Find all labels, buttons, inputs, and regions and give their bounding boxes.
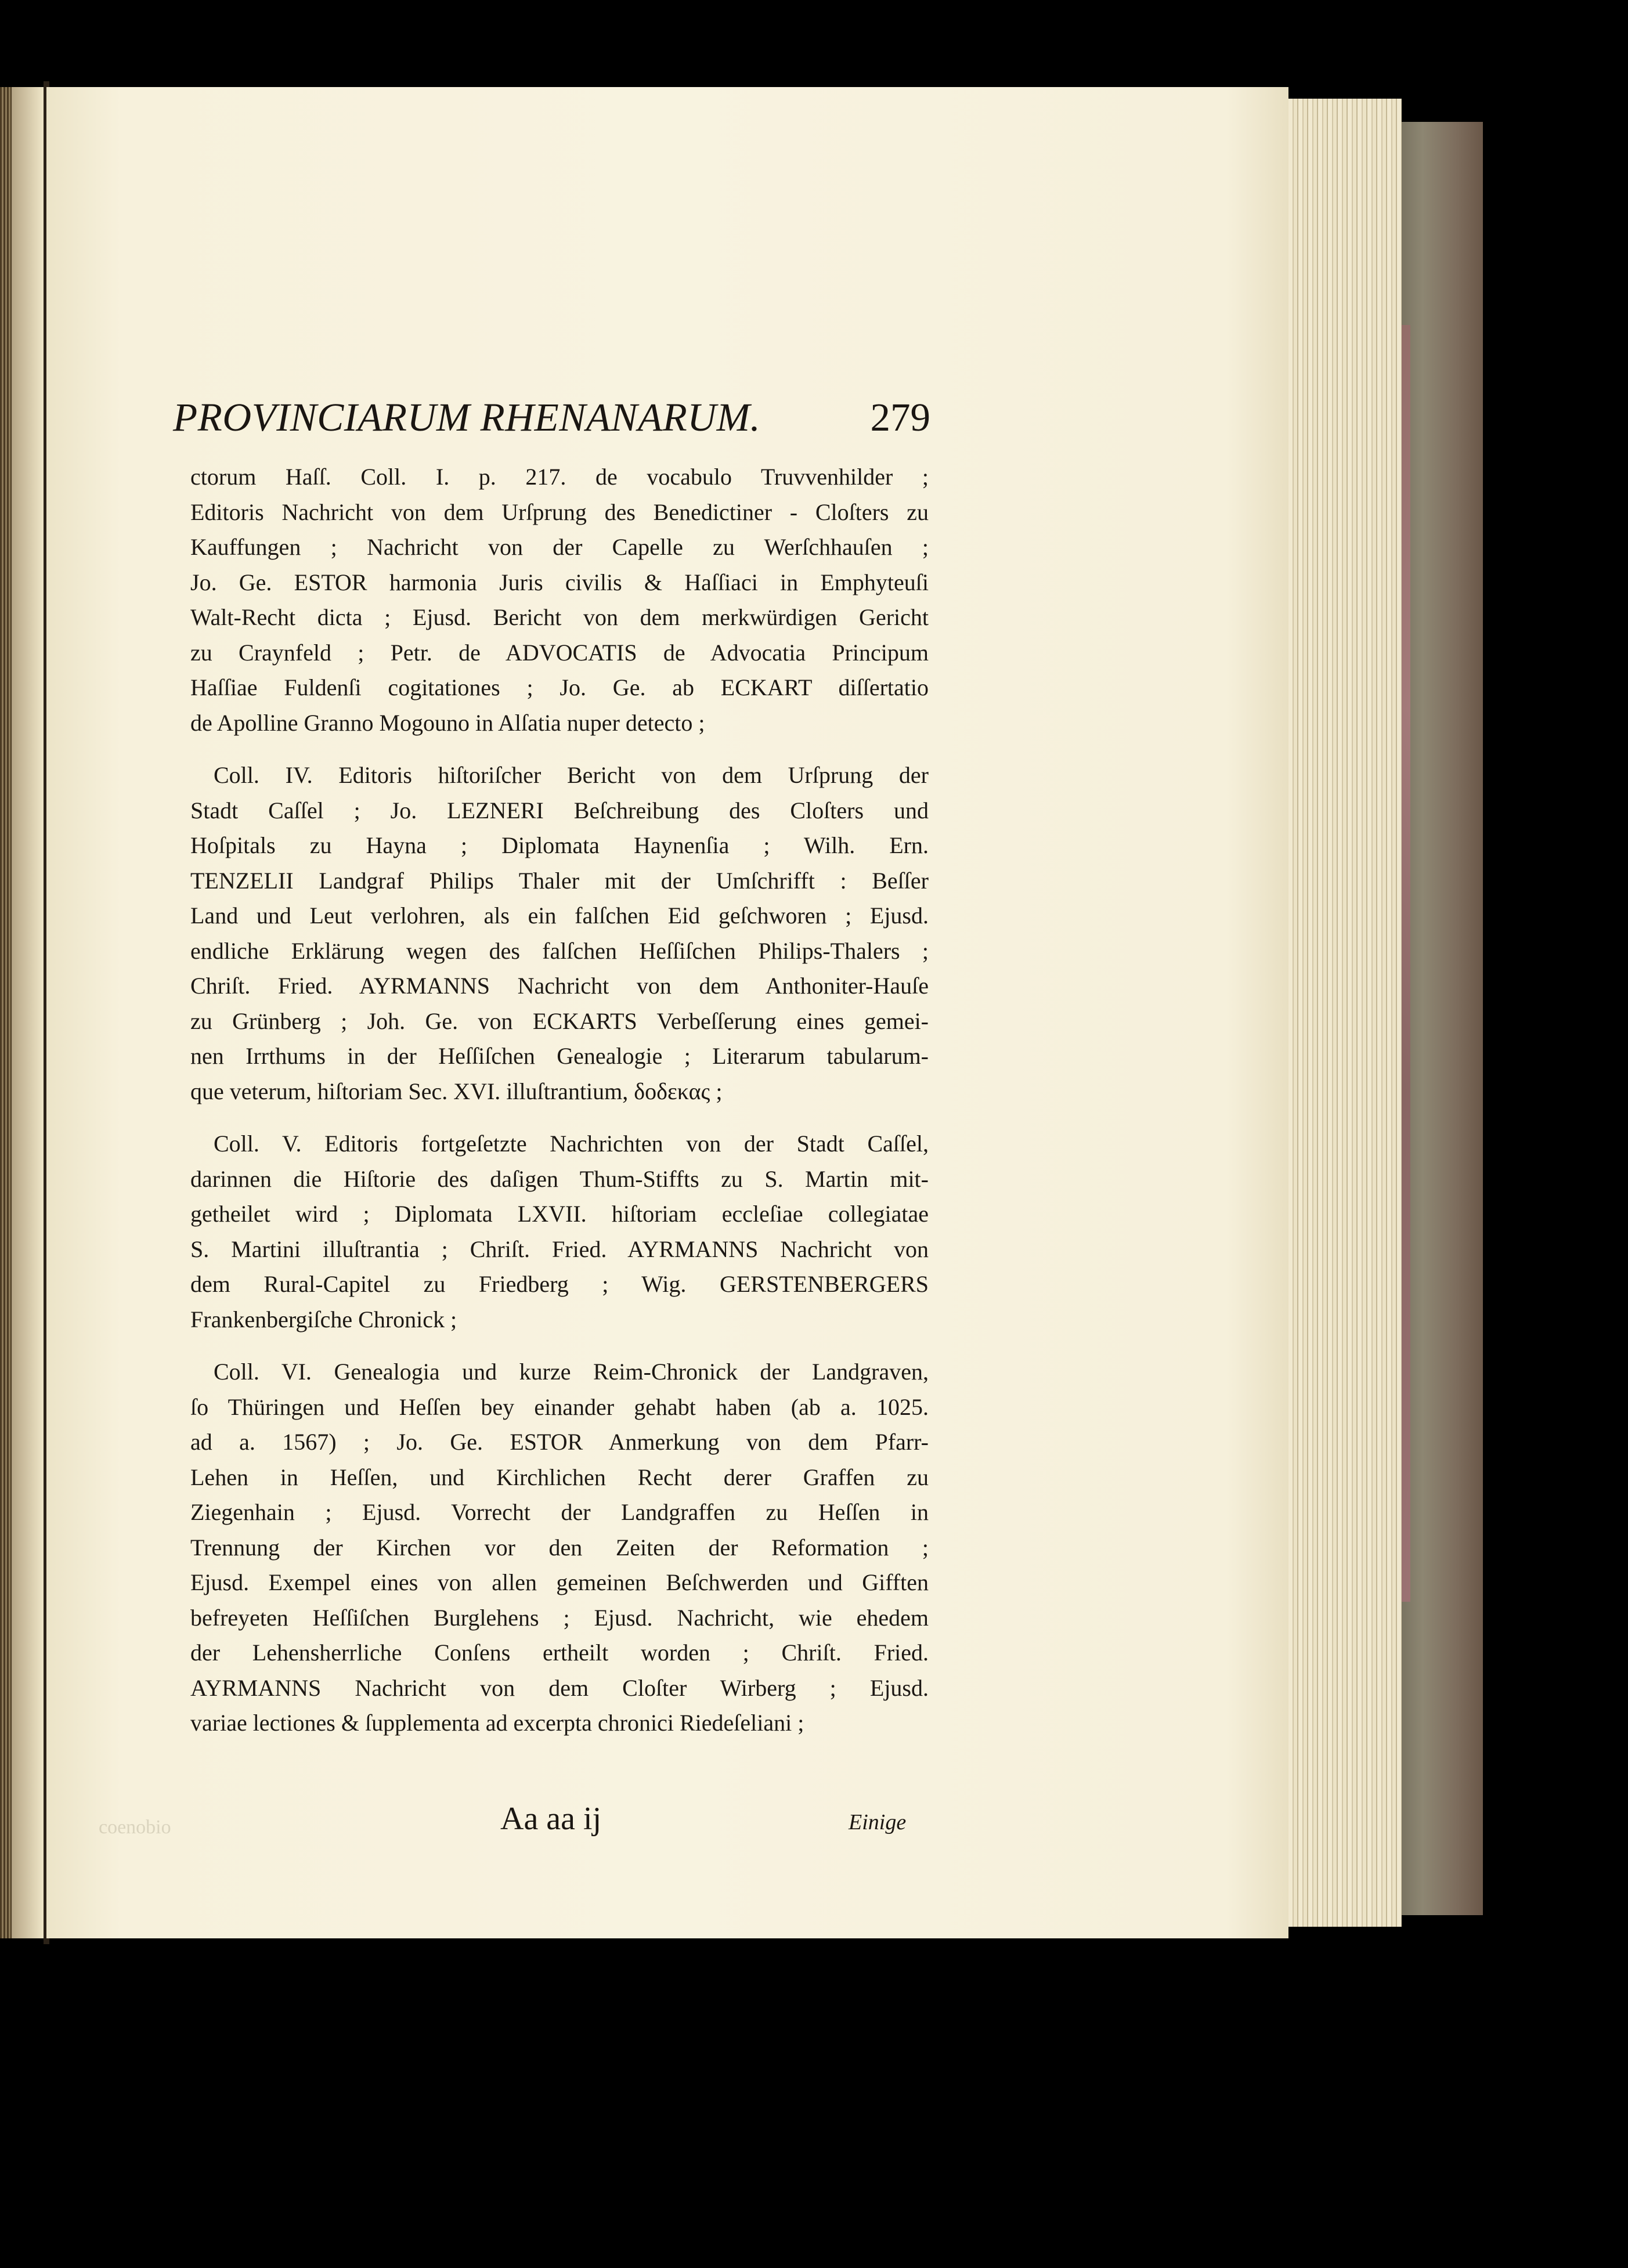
text-line: getheilet wird ; Diplomata LXVII. hiſtoriam eccleſiae collegiatae (190, 1201, 929, 1227)
text-line: Land und Leut verlohren, als ein falſchen Eid geſchworen ; Ejusd. (190, 902, 929, 929)
text-line: Hoſpitals zu Hayna ; Diplomata Haynenſia ; Wilh. Ern. (190, 832, 929, 858)
text-line: Coll. V. Editoris fortgeſetzte Nachrichten von der Stadt Caſſel, (214, 1131, 929, 1157)
text-line: ſo Thüringen und Heſſen bey einander gehabt haben (ab a. 1025. (190, 1393, 929, 1420)
text-line: ad a. 1567) ; Jo. Ge. ESTOR Anmerkung von dem Pfarr- (190, 1429, 929, 1455)
text-line: Haſſiae Fuldenſi cogitationes ; Jo. Ge. ab ECKART diſſertatio (190, 674, 929, 700)
text-line: de Apolline Granno Mogouno in Alſatia nuper detecto ; (190, 709, 705, 736)
text-line: Lehen in Heſſen, und Kirchlichen Recht derer Graffen zu (190, 1464, 929, 1490)
text-line: Stadt Caſſel ; Jo. LEZNERI Beſchreibung des Cloſters und (190, 797, 929, 824)
text-line: variae lectiones & ſupplementa ad excerpta chronici Riedeſeliani ; (190, 1710, 804, 1736)
signature-mark: Aa aa ij (500, 1801, 602, 1837)
page-body (190, 460, 929, 1741)
text-line: zu Craynfeld ; Petr. de ADVOCATIS de Advocatia Principum (190, 639, 929, 666)
text-line: Trennung der Kirchen vor den Zeiten der Reformation ; (190, 1534, 929, 1561)
paragraph (190, 1126, 929, 1337)
text-line: befreyeten Heſſiſchen Burglehens ; Ejusd. Nachricht, wie ehedem (190, 1604, 929, 1631)
page-number: 279 (870, 395, 930, 439)
text-line: der Lehensherrliche Conſens ertheilt worden ; Chriſt. Fried. (190, 1639, 929, 1666)
text-line: Editoris Nachricht von dem Urſprung des Benedictiner - Cloſters zu (190, 499, 929, 525)
page-edges (1288, 99, 1402, 1927)
text-line: dem Rural-Capitel zu Friedberg ; Wig. GERSTENBERGERS (190, 1271, 929, 1297)
text-line: endliche Erklärung wegen des falſchen Heſſiſchen Philips-Thalers ; (190, 937, 929, 964)
text-line: Coll. VI. Genealogia und kurze Reim-Chronick der Landgraven, (214, 1359, 929, 1385)
text-line: Kauffungen ; Nachricht von der Capelle zu Werſchhauſen ; (190, 534, 929, 560)
text-line: que veterum, hiſtoriam Sec. XVI. illuſtrantium, δοδεκας ; (190, 1078, 723, 1104)
paragraph (190, 460, 929, 741)
text-line: S. Martini illuſtrantia ; Chriſt. Fried. AYRMANNS Nachricht von (190, 1236, 929, 1262)
catchword: Einige (849, 1810, 907, 1834)
text-line: Walt-Recht dicta ; Ejusd. Bericht von dem merkwürdigen Gericht (190, 604, 929, 630)
show-through-text: coenobio (99, 1816, 171, 1838)
left-page-stack (0, 87, 12, 1938)
paragraph (190, 1355, 929, 1741)
text-line: Jo. Ge. ESTOR harmonia Juris civilis & Haſſiaci in Emphyteuſi (190, 569, 929, 595)
text-line: Coll. IV. Editoris hiſtoriſcher Bericht von dem Urſprung der (214, 762, 929, 788)
text-line: AYRMANNS Nachricht von dem Cloſter Wirberg ; Ejusd. (190, 1674, 929, 1701)
text-line: nen Irrthums in der Heſſiſchen Genealogie ; Literarum tabularum- (190, 1043, 929, 1069)
text-line: TENZELII Landgraf Philips Thaler mit der Umſchrifft : Beſſer (190, 867, 929, 894)
paragraph (190, 758, 929, 1109)
text-line: ctorum Haſſ. Coll. I. p. 217. de vocabulo Truvvenhilder ; (190, 464, 929, 490)
header-title: PROVINCIARUM RHENANARUM. (173, 395, 761, 439)
text-line: Frankenbergiſche Chronick ; (190, 1306, 457, 1332)
running-header (173, 395, 930, 447)
text-line: darinnen die Hiſtorie des daſigen Thum-Stiffts zu S. Martin mit- (190, 1165, 929, 1192)
text-line: Ejusd. Exempel eines von allen gemeinen Beſchwerden und Gifften (190, 1569, 929, 1595)
text-line: Ziegenhain ; Ejusd. Vorrecht der Landgraffen zu Heſſen in (190, 1499, 929, 1525)
text-line: Chriſt. Fried. AYRMANNS Nachricht von dem Anthoniter-Hauſe (190, 973, 929, 999)
text-line: zu Grünberg ; Joh. Ge. von ECKARTS Verbeſſerung eines gemei- (190, 1007, 929, 1034)
